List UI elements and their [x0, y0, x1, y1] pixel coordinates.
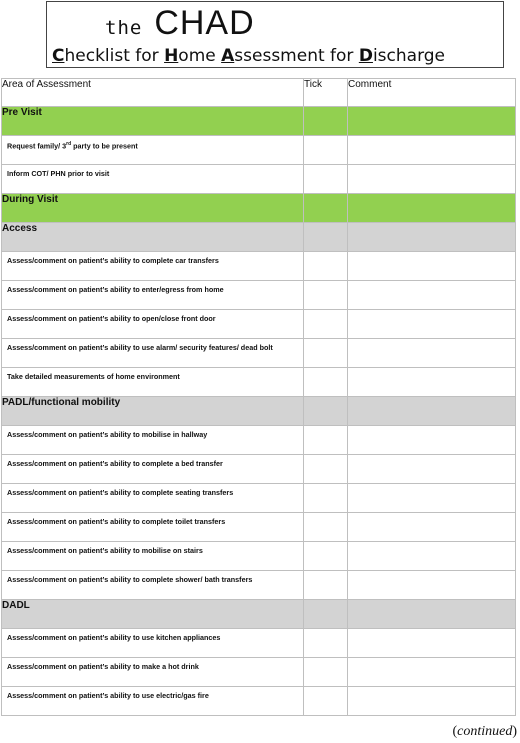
- title-acronym: CHAD: [154, 4, 255, 42]
- comment-cell[interactable]: [348, 542, 516, 571]
- subsection-row-access: [2, 223, 516, 252]
- subtitle-initial: D: [358, 46, 373, 66]
- header-comment: Comment: [348, 79, 516, 107]
- comment-cell[interactable]: [348, 455, 516, 484]
- comment-cell[interactable]: [348, 339, 516, 368]
- comment-cell[interactable]: [348, 426, 516, 455]
- comment-cell[interactable]: [348, 281, 516, 310]
- title-box: [46, 1, 504, 68]
- subtitle-initial: A: [221, 46, 235, 66]
- section-row-during-visit: [2, 194, 516, 223]
- table-row: [2, 368, 516, 397]
- table-row: [2, 281, 516, 310]
- comment-cell[interactable]: [348, 658, 516, 687]
- comment-cell[interactable]: [348, 165, 516, 194]
- subsection-label: PADL/functional mobility: [2, 397, 304, 426]
- header-area-of-assessment: Area of Assessment: [2, 79, 304, 107]
- subtitle-text: ssessment for: [234, 46, 359, 66]
- tick-cell[interactable]: [304, 687, 348, 716]
- subsection-label: DADL: [2, 600, 304, 629]
- tick-cell[interactable]: [304, 455, 348, 484]
- title-subtitle: [52, 46, 445, 66]
- tick-cell[interactable]: [304, 426, 348, 455]
- tick-cell[interactable]: [304, 281, 348, 310]
- tick-cell[interactable]: [304, 513, 348, 542]
- assessment-item-label: Assess/comment on patient’s ability to complete toilet transfers: [2, 513, 304, 542]
- tick-cell[interactable]: [304, 571, 348, 600]
- comment-cell[interactable]: [348, 368, 516, 397]
- tick-cell[interactable]: [304, 658, 348, 687]
- header-tick: Tick: [304, 79, 348, 107]
- table-row: [2, 687, 516, 716]
- table-header-row: [2, 79, 516, 107]
- comment-cell: [348, 223, 516, 252]
- assessment-item-label: Assess/comment on patient’s ability to mobilise in hallway: [2, 426, 304, 455]
- assessment-checklist-table: [1, 78, 516, 716]
- table-row: [2, 252, 516, 281]
- table-row: [2, 136, 516, 165]
- assessment-item-label: Assess/comment on patient’s ability to use electric/gas fire: [2, 687, 304, 716]
- comment-cell[interactable]: [348, 629, 516, 658]
- subtitle-text: ischarge: [372, 46, 446, 66]
- tick-cell[interactable]: [304, 629, 348, 658]
- tick-cell[interactable]: [304, 165, 348, 194]
- assessment-item-label: Assess/comment on patient’s ability to use kitchen appliances: [2, 629, 304, 658]
- table-row: [2, 426, 516, 455]
- comment-cell: [348, 397, 516, 426]
- tick-cell[interactable]: [304, 368, 348, 397]
- table-row: [2, 455, 516, 484]
- tick-cell: [304, 223, 348, 252]
- table-row: [2, 513, 516, 542]
- table-row: [2, 310, 516, 339]
- assessment-item-label: Assess/comment on patient’s ability to complete a bed transfer: [2, 455, 304, 484]
- assessment-item-label: Inform COT/ PHN prior to visit: [2, 165, 304, 194]
- assessment-item-label: Assess/comment on patient’s ability to enter/egress from home: [2, 281, 304, 310]
- comment-cell: [348, 600, 516, 629]
- assessment-item-label: Assess/comment on patient’s ability to open/close front door: [2, 310, 304, 339]
- subtitle-text: hecklist for: [64, 46, 165, 66]
- section-label: Pre Visit: [2, 107, 304, 136]
- comment-cell: [348, 194, 516, 223]
- tick-cell: [304, 397, 348, 426]
- continued-note: (continued): [452, 724, 517, 739]
- assessment-item-label: Assess/comment on patient’s ability to mobilise on stairs: [2, 542, 304, 571]
- title-heading: [105, 4, 255, 43]
- tick-cell[interactable]: [304, 484, 348, 513]
- title-prefix: the: [105, 17, 143, 39]
- tick-cell[interactable]: [304, 252, 348, 281]
- subsection-label: Access: [2, 223, 304, 252]
- subtitle-text: ome: [178, 46, 222, 66]
- table-row: [2, 542, 516, 571]
- subsection-row-dadl: [2, 600, 516, 629]
- assessment-item-label: Take detailed measurements of home environment: [2, 368, 304, 397]
- table-row: [2, 658, 516, 687]
- comment-cell[interactable]: [348, 310, 516, 339]
- tick-cell[interactable]: [304, 310, 348, 339]
- comment-cell[interactable]: [348, 571, 516, 600]
- table-row: [2, 484, 516, 513]
- table-body: [2, 107, 516, 716]
- comment-cell: [348, 107, 516, 136]
- subtitle-initial: C: [52, 46, 65, 66]
- tick-cell[interactable]: [304, 339, 348, 368]
- assessment-item-label: Assess/comment on patient’s ability to complete shower/ bath transfers: [2, 571, 304, 600]
- comment-cell[interactable]: [348, 136, 516, 165]
- comment-cell[interactable]: [348, 687, 516, 716]
- tick-cell: [304, 107, 348, 136]
- comment-cell[interactable]: [348, 252, 516, 281]
- table-row: [2, 571, 516, 600]
- tick-cell: [304, 600, 348, 629]
- section-label: During Visit: [2, 194, 304, 223]
- comment-cell[interactable]: [348, 484, 516, 513]
- continued-text: continued: [457, 724, 513, 739]
- assessment-item-label: Assess/comment on patient’s ability to make a hot drink: [2, 658, 304, 687]
- ordinal-suffix: rd: [66, 141, 72, 147]
- table-row: [2, 629, 516, 658]
- subsection-row-padl-functional-mobility: [2, 397, 516, 426]
- tick-cell[interactable]: [304, 542, 348, 571]
- assessment-item-label: Assess/comment on patient’s ability to use alarm/ security features/ dead bolt: [2, 339, 304, 368]
- assessment-item-label: Request family/ 3rd party to be present: [2, 136, 304, 165]
- assessment-item-label: Assess/comment on patient’s ability to complete seating transfers: [2, 484, 304, 513]
- table-row: [2, 339, 516, 368]
- section-row-pre-visit: [2, 107, 516, 136]
- subtitle-initial: H: [164, 46, 179, 66]
- tick-cell: [304, 194, 348, 223]
- comment-cell[interactable]: [348, 513, 516, 542]
- assessment-item-label: Assess/comment on patient’s ability to complete car transfers: [2, 252, 304, 281]
- tick-cell[interactable]: [304, 136, 348, 165]
- table-row: [2, 165, 516, 194]
